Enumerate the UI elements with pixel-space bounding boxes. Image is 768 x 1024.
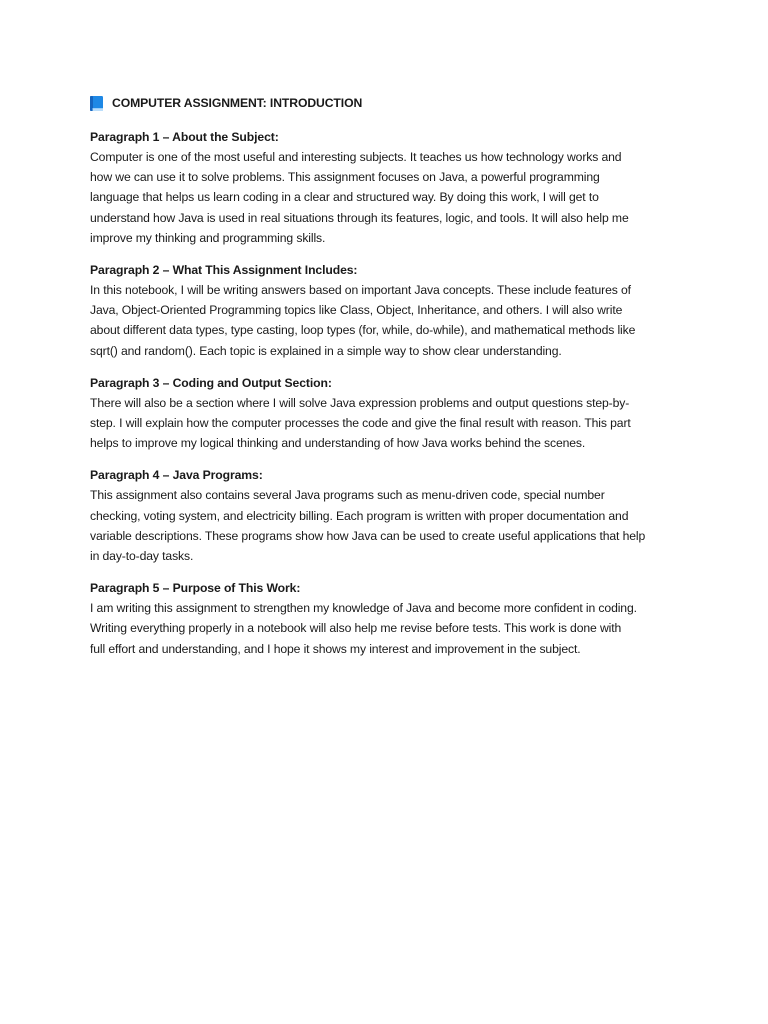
paragraph-line: about different data types, type casting, loop types (for, while, do-while), and mathematical methods like (90, 323, 636, 338)
paragraph-line: variable descriptions. These programs show how Java can be used to create useful applications that help (90, 528, 646, 543)
paragraph-section-4 (90, 465, 682, 566)
paragraph-line: understand how Java is used in real situations through its features, logic, and tools. It will also help me (90, 210, 629, 225)
paragraph-line: how we can use it to solve problems. This assignment focuses on Java, a powerful programming (90, 170, 600, 185)
paragraph-line: full effort and understanding, and I hope it shows my interest and improvement in the subject. (90, 641, 581, 656)
paragraph-body (90, 280, 682, 361)
paragraph-heading: Paragraph 4 – Java Programs: (90, 468, 263, 483)
blue-book-icon (90, 96, 103, 111)
paragraph-section-2 (90, 260, 682, 361)
paragraph-body (90, 393, 682, 454)
paragraph-line: I am writing this assignment to strengthen my knowledge of Java and become more confident in coding. (90, 601, 637, 616)
paragraph-section-3 (90, 373, 682, 454)
paragraph-heading: Paragraph 3 – Coding and Output Section: (90, 375, 332, 390)
document-title: COMPUTER ASSIGNMENT: INTRODUCTION (112, 96, 363, 110)
document-title-row (90, 93, 682, 113)
paragraph-line: sqrt() and random(). Each topic is explained in a simple way to show clear understanding. (90, 343, 562, 358)
paragraph-line: Writing everything properly in a notebook will also help me revise before tests. This work is done with (90, 621, 622, 636)
paragraph-line: in day-to-day tasks. (90, 549, 194, 564)
document-page (90, 93, 682, 671)
paragraph-section-1 (90, 127, 682, 248)
paragraph-heading: Paragraph 1 – About the Subject: (90, 130, 279, 144)
paragraph-line: language that helps us learn coding in a clear and structured way. By doing this work, I will get to (90, 190, 599, 205)
paragraph-line: There will also be a section where I will solve Java expression problems and output questions step-by- (90, 395, 630, 410)
paragraph-body (90, 147, 682, 248)
paragraph-line: improve my thinking and programming skills. (90, 230, 326, 245)
paragraph-line: helps to improve my logical thinking and understanding of how Java works behind the scenes. (90, 436, 586, 451)
paragraph-heading: Paragraph 5 – Purpose of This Work: (90, 581, 301, 596)
paragraph-line: step. I will explain how the computer processes the code and give the final result with reason. This part (90, 416, 631, 431)
paragraph-line: Java, Object-Oriented Programming topics like Class, Object, Inheritance, and others. I will also write (90, 303, 623, 318)
paragraph-heading: Paragraph 2 – What This Assignment Includes: (90, 263, 358, 278)
paragraph-line: This assignment also contains several Java programs such as menu-driven code, special number (90, 488, 605, 503)
paragraph-section-5 (90, 578, 682, 659)
paragraph-body (90, 598, 682, 659)
paragraph-line: In this notebook, I will be writing answers based on important Java concepts. These include features of (90, 283, 631, 298)
paragraph-line: Computer is one of the most useful and interesting subjects. It teaches us how technology works and (90, 150, 622, 164)
paragraph-line: checking, voting system, and electricity billing. Each program is written with proper documentation and (90, 508, 629, 523)
paragraph-body (90, 485, 682, 566)
document-sections (90, 127, 682, 659)
